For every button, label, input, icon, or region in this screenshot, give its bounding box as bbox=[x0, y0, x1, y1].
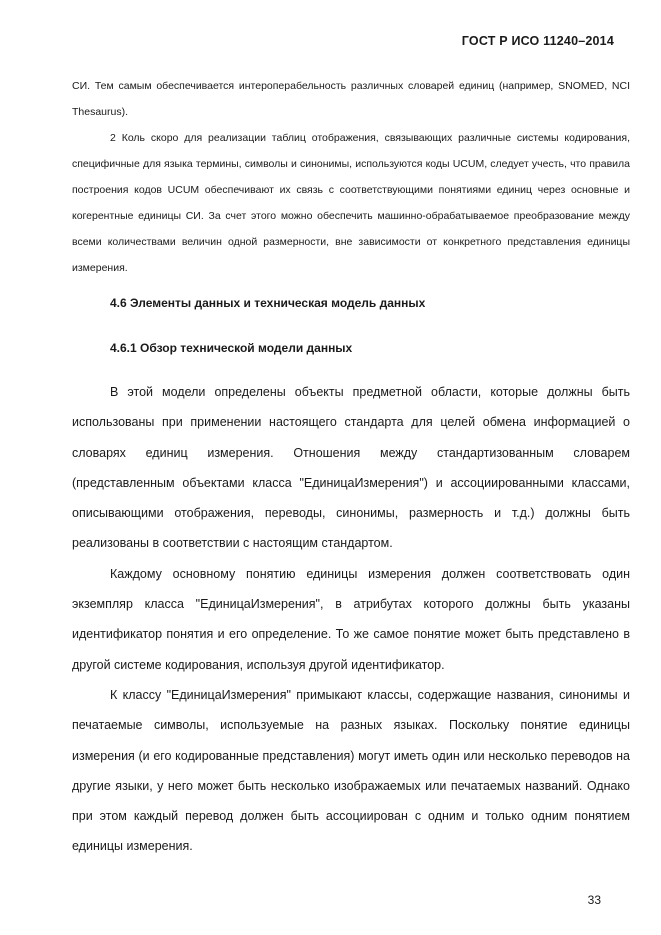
section-heading: 4.6 Элементы данных и техническая модель данных bbox=[110, 296, 426, 310]
body-paragraph-2: Каждому основному понятию единицы измерения должен соответствовать один экземпляр класса "ЕдиницаИзмерения", в атрибутах которого должны быть указаны идентификатор понятия и его определение. То же самое понятие может быть представлено в другой системе кодирования, используя другой идентификатор. bbox=[72, 566, 630, 672]
note-paragraph-1: СИ. Тем самым обеспечивается интероперабельность различных словарей единиц (например, SNOMED, NCI Thesaurus). bbox=[72, 80, 630, 118]
page-number: 33 bbox=[587, 893, 601, 907]
document-header: ГОСТ Р ИСО 11240–2014 bbox=[461, 34, 614, 48]
subsection-heading: 4.6.1 Обзор технической модели данных bbox=[110, 341, 353, 355]
body-paragraph-1: В этой модели определены объекты предметной области, которые должны быть использованы при применении настоящего стандарта для целей обмена информацией о словарях единиц измерения. Отношения между стандартизованным словарем (представленным объектами класса "ЕдиницаИзмерения") и ассоциированными классами, описывающими отображения, переводы, синонимы, размерность и т.д.) должны быть реализованы в соответствии с настоящим стандартом. bbox=[72, 385, 630, 551]
note-paragraph-2: 2 Коль скоро для реализации таблиц отображения, связывающих различные системы кодирования, специфичные для языка термины, символы и синонимы, используются коды UCUM, следует учесть, что правила построения кодов UCUM обеспечивают их связь с соответствующими понятиями единиц через основные и когерентные единицы СИ. За счет этого можно обеспечить машинно-обрабатываемое преобразование между всеми количествами величин одной размерности, вне зависимости от конкретного представления единицы измерения. bbox=[72, 132, 630, 274]
note-continuation bbox=[72, 73, 630, 281]
body-paragraph-3: К классу "ЕдиницаИзмерения" примыкают классы, содержащие названия, синонимы и печатаемые символы, используемые на разных языках. Поскольку понятие единицы измерения (и его кодированные представления) могут иметь один или несколько переводов на другие языки, у него может быть несколько изображаемых или печатаемых названий. Однако при этом каждый перевод должен быть ассоциирован с одним и только одним понятием единицы измерения. bbox=[72, 687, 630, 854]
body-text bbox=[72, 377, 630, 862]
